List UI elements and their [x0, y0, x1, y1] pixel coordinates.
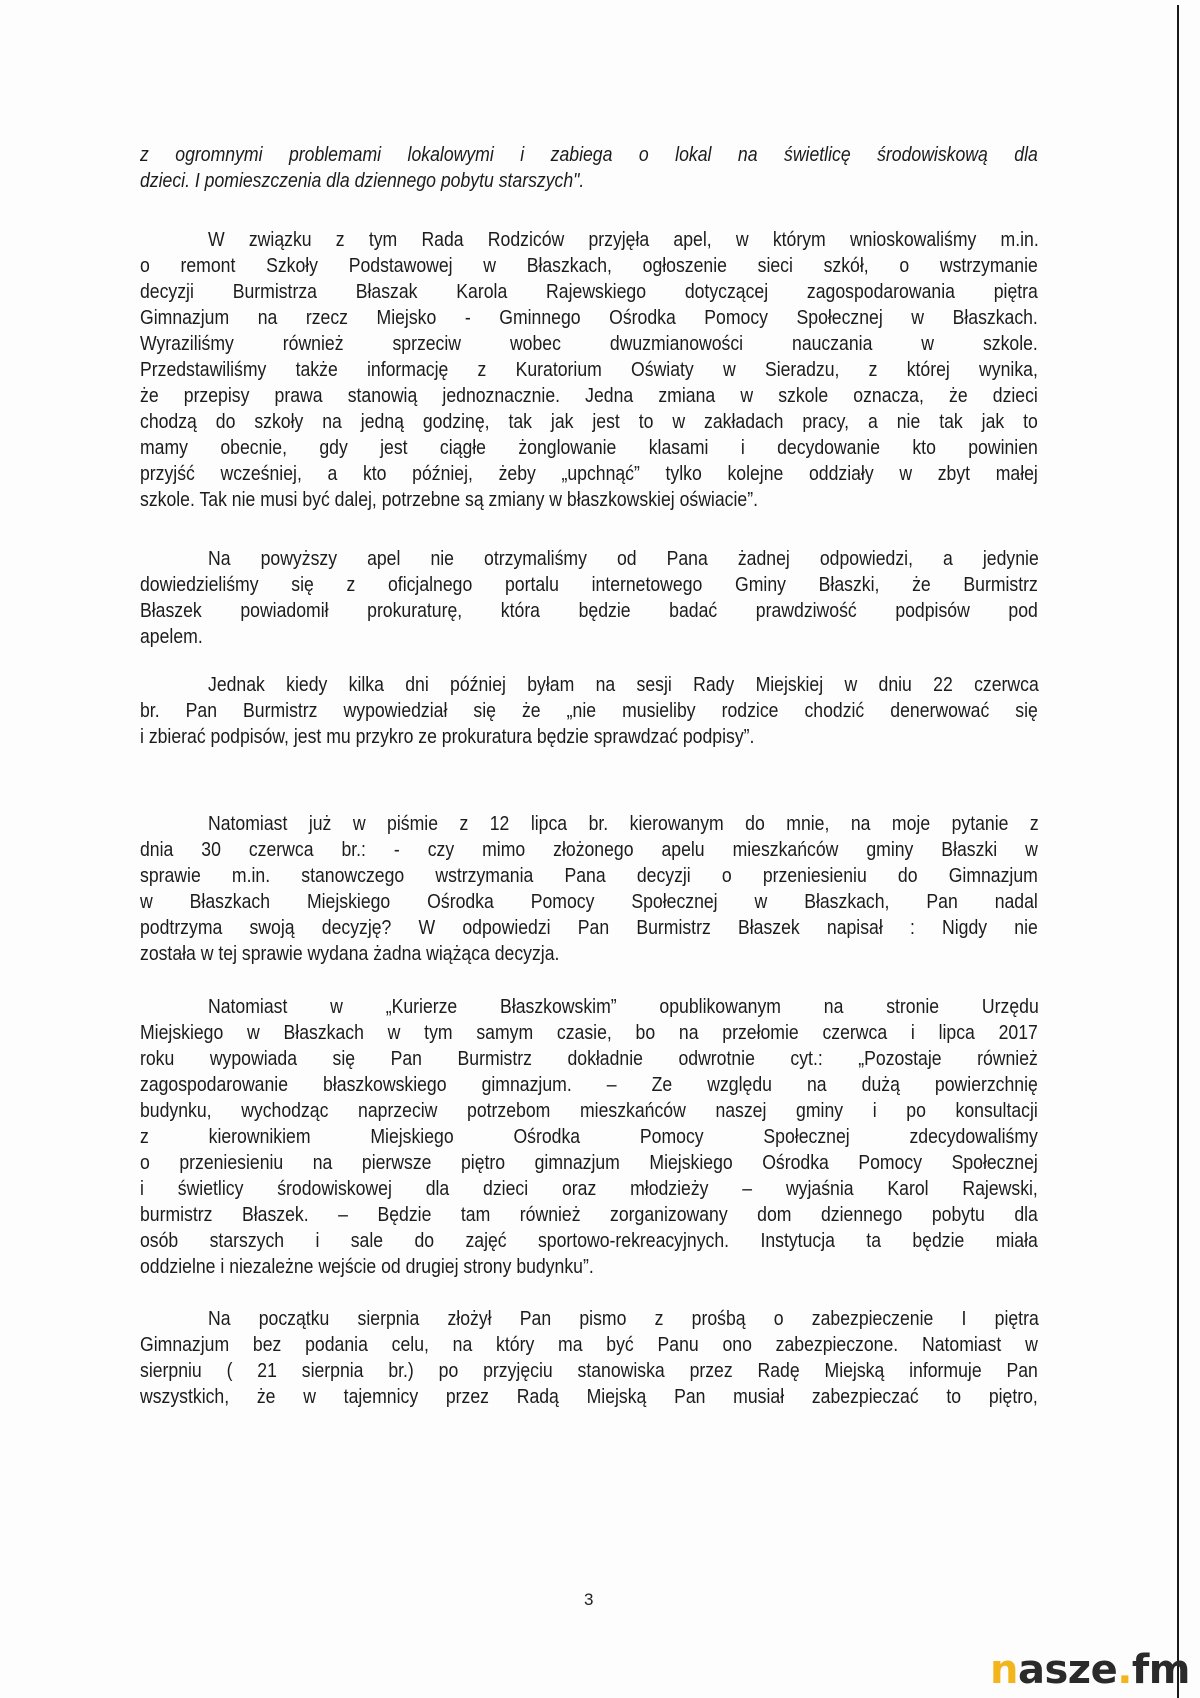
text-line: W związku z tym Rada Rodziców przyjęła apel, w którym wnioskowaliśmy m.in.	[208, 228, 1039, 251]
text-line: Jednak kiedy kilka dni później byłam na sesji Rady Miejskiej w dniu 22 czerwca	[208, 673, 1039, 696]
text-line: z ogromnymi problemami lokalowymi i zabiega o lokal na świetlicę środowiskową dla	[140, 143, 1038, 166]
text-line: decyzji Burmistrza Błaszak Karola Rajewskiego dotyczącej zagospodarowania piętra	[140, 280, 1038, 303]
logo-text-fm: fm	[1131, 1647, 1190, 1693]
text-line: szkole. Tak nie musi być dalej, potrzebne są zmiany w błaszkowskiej oświacie”.	[140, 488, 758, 511]
text-line: mamy obecnie, gdy jest ciągłe żonglowanie klasami i decydowanie kto powinien	[140, 436, 1038, 459]
text-line: Natomiast już w piśmie z 12 lipca br. kierowanym do mnie, na moje pytanie z	[208, 812, 1039, 835]
logo-dot: .	[1117, 1647, 1132, 1693]
text-line: z kierownikiem Miejskiego Ośrodka Pomocy Społecznej zdecydowaliśmy	[140, 1125, 1038, 1148]
text-line: dowiedzieliśmy się z oficjalnego portalu internetowego Gminy Błaszki, że Burmistrz	[140, 573, 1038, 596]
text-line: Gimnazjum bez podania celu, na który ma być Panu ono zabezpieczone. Natomiast w	[140, 1333, 1038, 1356]
text-line: oddzielne i niezależne wejście od drugiej strony budynku”.	[140, 1255, 594, 1278]
text-line: dnia 30 czerwca br.: - czy mimo złożonego apelu mieszkańców gminy Błaszki w	[140, 838, 1038, 861]
logo-text-asze: asze	[1017, 1647, 1118, 1693]
text-line: o remont Szkoły Podstawowej w Błaszkach, ogłoszenie sieci szkół, o wstrzymanie	[140, 254, 1038, 277]
page-number: 3	[584, 1590, 594, 1609]
text-line: sprawie m.in. stanowczego wstrzymania Pana decyzji o przeniesieniu do Gimnazjum	[140, 864, 1038, 887]
text-line: została w tej sprawie wydana żadna wiążąca decyzja.	[140, 942, 560, 965]
text-line: o przeniesieniu na pierwsze piętro gimnazjum Miejskiego Ośrodka Pomocy Społecznej	[140, 1151, 1038, 1174]
text-line: burmistrz Błaszek. – Będzie tam również zorganizowany dom dziennego pobytu dla	[140, 1203, 1038, 1226]
scan-edge-line	[1177, 5, 1179, 1698]
text-line: Na powyższy apel nie otrzymaliśmy od Pana żadnej odpowiedzi, a jedynie	[208, 547, 1039, 570]
text-line: sierpniu ( 21 sierpnia br.) po przyjęciu stanowiska przez Radę Miejską informuje Pan	[140, 1359, 1038, 1382]
text-line: w Błaszkach Miejskiego Ośrodka Pomocy Społecznej w Błaszkach, Pan nadal	[140, 890, 1038, 913]
text-line: apelem.	[140, 625, 203, 648]
text-line: przyjść wcześniej, a kto później, żeby „upchnąć” tylko kolejne oddziały w zbyt małej	[140, 462, 1038, 485]
text-line: roku wypowiada się Pan Burmistrz dokładnie odwrotnie cyt.: „Pozostaje również	[140, 1047, 1038, 1070]
nasze-fm-logo	[990, 1647, 1190, 1693]
text-line: budynku, wychodząc naprzeciw potrzebom mieszkańców naszej gminy i po konsultacji	[140, 1099, 1038, 1122]
text-line: Przedstawiliśmy także informację z Kuratorium Oświaty w Sieradzu, z której wynika,	[140, 358, 1038, 381]
text-line: Gimnazjum na rzecz Miejsko - Gminnego Ośrodka Pomocy Społecznej w Błaszkach.	[140, 306, 1038, 329]
text-line: wszystkich, że w tajemnicy przez Radą Miejską Pan musiał zabezpieczać to piętro,	[140, 1385, 1038, 1408]
text-line: dzieci. I pomieszczenia dla dziennego pobytu starszych".	[140, 169, 585, 192]
text-line: że przepisy prawa stanowią jednoznacznie. Jedna zmiana w szkole oznacza, że dzieci	[140, 384, 1038, 407]
text-line: Miejskiego w Błaszkach w tym samym czasie, bo na przełomie czerwca i lipca 2017	[140, 1021, 1038, 1044]
text-line: zagospodarowanie błaszkowskiego gimnazjum. – Ze względu na dużą powierzchnię	[140, 1073, 1038, 1096]
logo-letter-n: n	[990, 1647, 1018, 1693]
text-line: chodzą do szkoły na jedną godzinę, tak jak jest to w zakładach pracy, a nie tak jak to	[140, 410, 1038, 433]
text-line: Błaszek powiadomił prokuraturę, która będzie badać prawdziwość podpisów pod	[140, 599, 1038, 622]
text-line: osób starszych i sale do zajęć sportowo-rekreacyjnych. Instytucja ta będzie miała	[140, 1229, 1038, 1252]
text-line: Wyraziliśmy również sprzeciw wobec dwuzmianowości nauczania w szkole.	[140, 332, 1038, 355]
text-line: podtrzyma swoją decyzję? W odpowiedzi Pan Burmistrz Błaszek napisał : Nigdy nie	[140, 916, 1038, 939]
text-line: Natomiast w „Kurierze Błaszkowskim” opublikowanym na stronie Urzędu	[208, 995, 1039, 1018]
text-line: Na początku sierpnia złożył Pan pismo z prośbą o zabezpieczenie I piętra	[208, 1307, 1039, 1330]
text-line: br. Pan Burmistrz wypowiedział się że „nie musieliby rodzice chodzić denerwować się	[140, 699, 1038, 722]
text-line: i świetlicy środowiskowej dla dzieci oraz młodzieży – wyjaśnia Karol Rajewski,	[140, 1177, 1038, 1200]
text-line: i zbierać podpisów, jest mu przykro ze prokuratura będzie sprawdzać podpisy”.	[140, 725, 755, 748]
